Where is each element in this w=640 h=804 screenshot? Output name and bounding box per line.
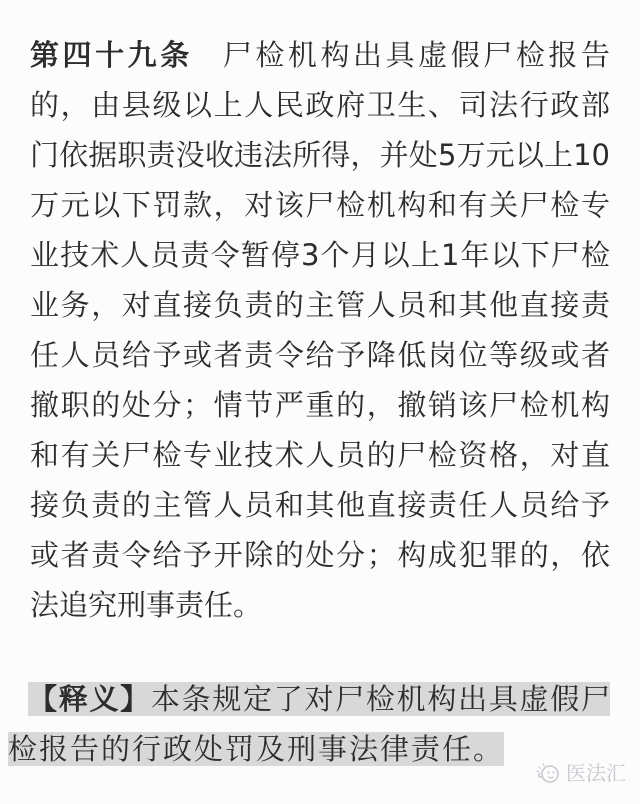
interpretation-block — [8, 674, 610, 774]
statute-line: 任人员给予或者责令给予降低岗位等级或者 — [30, 338, 610, 372]
statute-line: 业技术人员责令暂停3个月以上1年以下尸检 — [30, 238, 610, 272]
yifahui-logo-icon — [535, 760, 561, 786]
interpretation-text: 本条规定了对尸检机构出具虚假尸 — [150, 682, 610, 716]
interpretation-highlight — [28, 682, 610, 716]
statute-line: 或者责令给予开除的处分；构成犯罪的，依 — [30, 538, 610, 572]
statute-line: 业务，对直接负责的主管人员和其他直接责 — [30, 288, 610, 322]
statute-line: 万元以下罚款，对该尸检机构和有关尸检专 — [30, 188, 610, 222]
statute-line-text: 尸检机构出具虚假尸检报告 — [222, 38, 610, 72]
statute-line — [30, 30, 610, 80]
interpretation-highlight: 检报告的行政处罚及刑事法律责任。 — [8, 732, 505, 766]
watermark-text: 医法汇 — [566, 761, 626, 785]
interpretation-label: 【释义】 — [28, 682, 151, 716]
watermark — [535, 760, 626, 786]
statute-line: 和有关尸检专业技术人员的尸检资格，对直 — [30, 438, 610, 472]
statute-line: 撤职的处分；情节严重的，撤销该尸检机构 — [30, 388, 610, 422]
interpretation-line — [8, 674, 610, 724]
statute-line: 法追究刑事责任。 — [30, 588, 263, 622]
statute-line: 的，由县级以上人民政府卫生、司法行政部 — [30, 88, 610, 122]
article-number: 第四十九条 — [30, 38, 193, 72]
interpretation-line — [8, 724, 610, 774]
statute-paragraph — [30, 30, 610, 630]
statute-line: 接负责的主管人员和其他直接责任人员给予 — [30, 488, 610, 522]
statute-line: 门依据职责没收违法所得，并处5万元以上10 — [30, 138, 610, 172]
